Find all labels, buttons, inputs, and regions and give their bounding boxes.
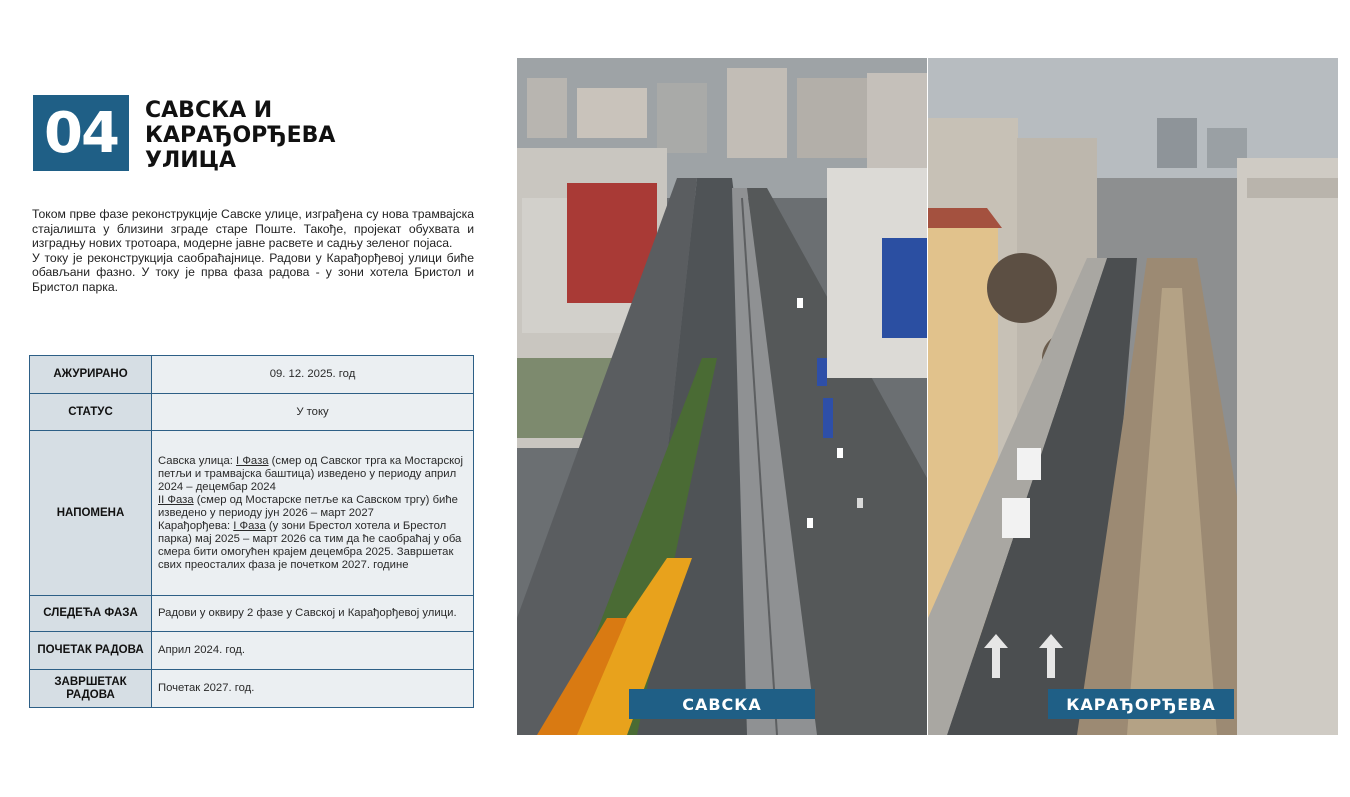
note-savska	[158, 455, 467, 494]
note-phase-1-savska-text: (смер од Савског трга ка Мостарској петљи и трамвајска баштица) изведено у периоду април 2024 – децембар 2024	[158, 454, 463, 493]
note-phase-1-savska: I Фаза	[236, 454, 269, 467]
row-updated	[30, 356, 474, 394]
savska-caption	[629, 689, 815, 719]
note-savska-phase-2	[158, 494, 467, 520]
title-line-3: УЛИЦА	[145, 148, 237, 173]
status-value: У току	[152, 394, 474, 431]
note-karadjordjeva-street: Карађорђева:	[158, 519, 234, 532]
row-status	[30, 394, 474, 431]
updated-value: 09. 12. 2025. год	[152, 356, 474, 394]
section-number: 04	[44, 100, 118, 166]
start-label: ПОЧЕТАК РАДОВА	[30, 632, 152, 670]
karadjordjeva-caption-text: КАРАЂОРЂЕВА	[1066, 694, 1216, 714]
row-next-phase	[30, 596, 474, 632]
note-karadjordjeva	[158, 520, 467, 572]
start-value: Април 2024. год.	[152, 632, 474, 670]
intro-text	[32, 207, 474, 295]
title-line-1: САВСКА И	[145, 98, 273, 123]
status-label: СТАТУС	[30, 394, 152, 431]
next-phase-label: СЛЕДЕЋА ФАЗА	[30, 596, 152, 632]
next-phase-value: Радови у оквиру 2 фазе у Савској и Карађорђевој улици.	[152, 596, 474, 632]
project-info-table	[29, 355, 474, 708]
note-savska-street: Савска улица:	[158, 454, 237, 467]
section-title	[145, 98, 405, 173]
note-phase-1-karadjordjeva: I Фаза	[233, 519, 266, 532]
aerial-photo-illustration	[517, 58, 1338, 735]
karadjordjeva-photo	[928, 58, 1338, 735]
row-end	[30, 670, 474, 708]
aerial-photos	[517, 58, 1338, 735]
updated-label: АЖУРИРАНО	[30, 356, 152, 394]
note-phase-1-karadjordjeva-text: (у зони Брестол хотела и Брестол парка) мај 2025 – март 2026 са тим да ће саобраћај у оба смера бити омогућен крајем децембра 2025. Завршетак свих преосталих фаза је почетком 2027. године	[158, 519, 462, 571]
section-number-badge	[33, 95, 129, 171]
end-value: Почетак 2027. год.	[152, 670, 474, 708]
note-label: НАПОМЕНА	[30, 431, 152, 596]
row-start	[30, 632, 474, 670]
intro-paragraph-2: У току је реконструкција саобраћајнице. Радови у Карађорђевој улици биће обављани фазно. У току је прва фаза радова - у зони хотела Бристол и Бристол парка.	[32, 250, 474, 294]
title-line-2: КАРАЂОРЂЕВА	[145, 123, 336, 148]
savska-photo	[517, 58, 927, 735]
note-phase-2-savska: II Фаза	[158, 493, 194, 506]
note-phase-2-savska-text: (смер од Мостарске петље ка Савском тргу) биће изведено у периоду јун 2026 – март 2027	[158, 493, 458, 519]
karadjordjeva-caption	[1048, 689, 1234, 719]
note-value	[152, 431, 474, 596]
end-label: ЗАВРШЕТАК РАДОВА	[30, 670, 152, 708]
row-note	[30, 431, 474, 596]
intro-paragraph-1: Током прве фазе реконструкције Савске улице, изграђена су нова трамвајска стајалишта у близини зграде старе Поште. Такође, пројекат обухвата и изградњу нових тротоара, модерне јавне расвете и садњу зеленог појаса.	[32, 207, 474, 251]
savska-caption-text: САВСКА	[682, 694, 762, 714]
